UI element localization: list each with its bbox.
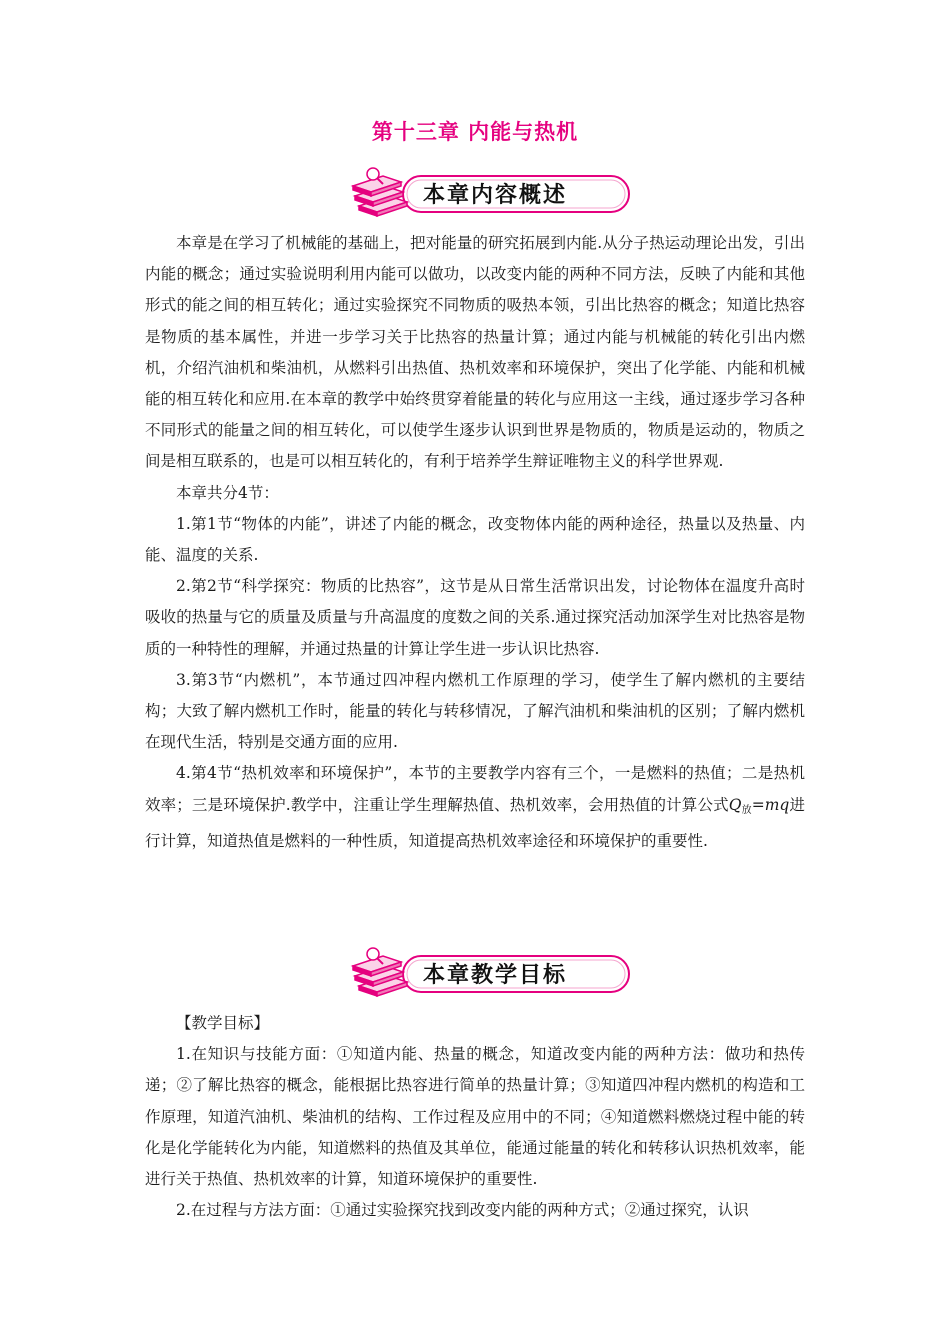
- overview-body: [145, 228, 805, 857]
- formula-q: Q: [728, 795, 742, 814]
- section-2-description: 2.第2节“科学探究：物质的比热容”，这节是从日常生活常识出发，讨论物体在温度升高时吸收的热量与它的质量及质量与升高温度的度数之间的关系.通过探究活动加深学生对比热容是物质的一种特性的理解，并通过热量的计算让学生进一步认识比热容.: [145, 577, 805, 658]
- banner-label: 本章教学目标: [423, 963, 568, 988]
- formula-equals: =mq: [751, 795, 790, 814]
- sections-intro: 本章共分4节：: [176, 483, 279, 502]
- chapter-title: 第十三章 内能与热机: [371, 120, 579, 144]
- banner-label: 本章内容概述: [423, 183, 568, 208]
- section-4-text-after: 进行计算，知道热值是燃料的一种性质，知道提高热机效率途径和环境保护的重要性.: [145, 795, 805, 850]
- section-4-text-before: 4.第4节“热机效率和环境保护”，本节的主要教学内容有三个，一是燃料的热值；二是热机效率；三是环境保护.教学中，注重让学生理解热值、热机效率，会用热值的计算公式: [145, 764, 805, 814]
- goals-body: [145, 1008, 805, 1226]
- section-1-description: 1.第1节“物体的内能”，讲述了内能的概念，改变物体内能的两种途径，热量以及热量、内能、温度的关系.: [145, 514, 805, 565]
- section-banner-goals: [345, 942, 635, 1006]
- section-3-description: 3.第3节“内燃机”，本节通过四冲程内燃机工作原理的学习，使学生了解内燃机的主要结构；大致了解内燃机工作时，能量的转化与转移情况，了解汽油机和柴油机的区别；了解内燃机在现代生活，特别是交通方面的应用.: [145, 670, 805, 752]
- section-banner-overview: [345, 162, 635, 226]
- section-4-description: [145, 758, 805, 857]
- goal-2: 2.在过程与方法方面：①通过实验探究找到改变内能的两种方式；②通过探究，认识: [176, 1201, 749, 1220]
- formula: [729, 796, 790, 814]
- overview-intro: 本章是在学习了机械能的基础上，把对能量的研究拓展到内能.从分子热运动理论出发，引出内能的概念；通过实验说明利用内能可以做功，以改变内能的两种不同方法，反映了内能和其他形式的能之间的相互转化；通过实验探究不同物质的吸热本领，引出比热容的概念；知道比热容是物质的基本属性，并进一步学习关于比热容的热量计算；通过内能与机械能的转化引出内燃机，介绍汽油机和柴油机，从燃料引出热值、热机效率和环境保护，突出了化学能、内能和机械能的相互转化和应用.在本章的教学中始终贯穿着能量的转化与应用这一主线，通过逐步学习各种不同形式的能量之间的相互转化，可以使学生逐步认识到世界是物质的，物质是运动的，物质之间是相互联系的，也是可以相互转化的，有利于培养学生辩证唯物主义的科学世界观.: [145, 234, 805, 471]
- goals-heading: 【教学目标】: [176, 1014, 270, 1032]
- formula-subscript: 放: [741, 804, 752, 816]
- goal-1: 1.在知识与技能方面：①知道内能、热量的概念，知道改变内能的两种方法：做功和热传递；②了解比热容的概念，能根据比热容进行简单的热量计算；③知道四冲程内燃机的构造和工作原理，知道汽油机、柴油机的结构、工作过程及应用中的不同；④知道燃料燃烧过程中能的转化是化学能转化为内能，知道燃料的热值及其单位，能通过能量的转化和转移认识热机效率，能进行关于热值、热机效率的计算，知道环境保护的重要性.: [145, 1045, 805, 1189]
